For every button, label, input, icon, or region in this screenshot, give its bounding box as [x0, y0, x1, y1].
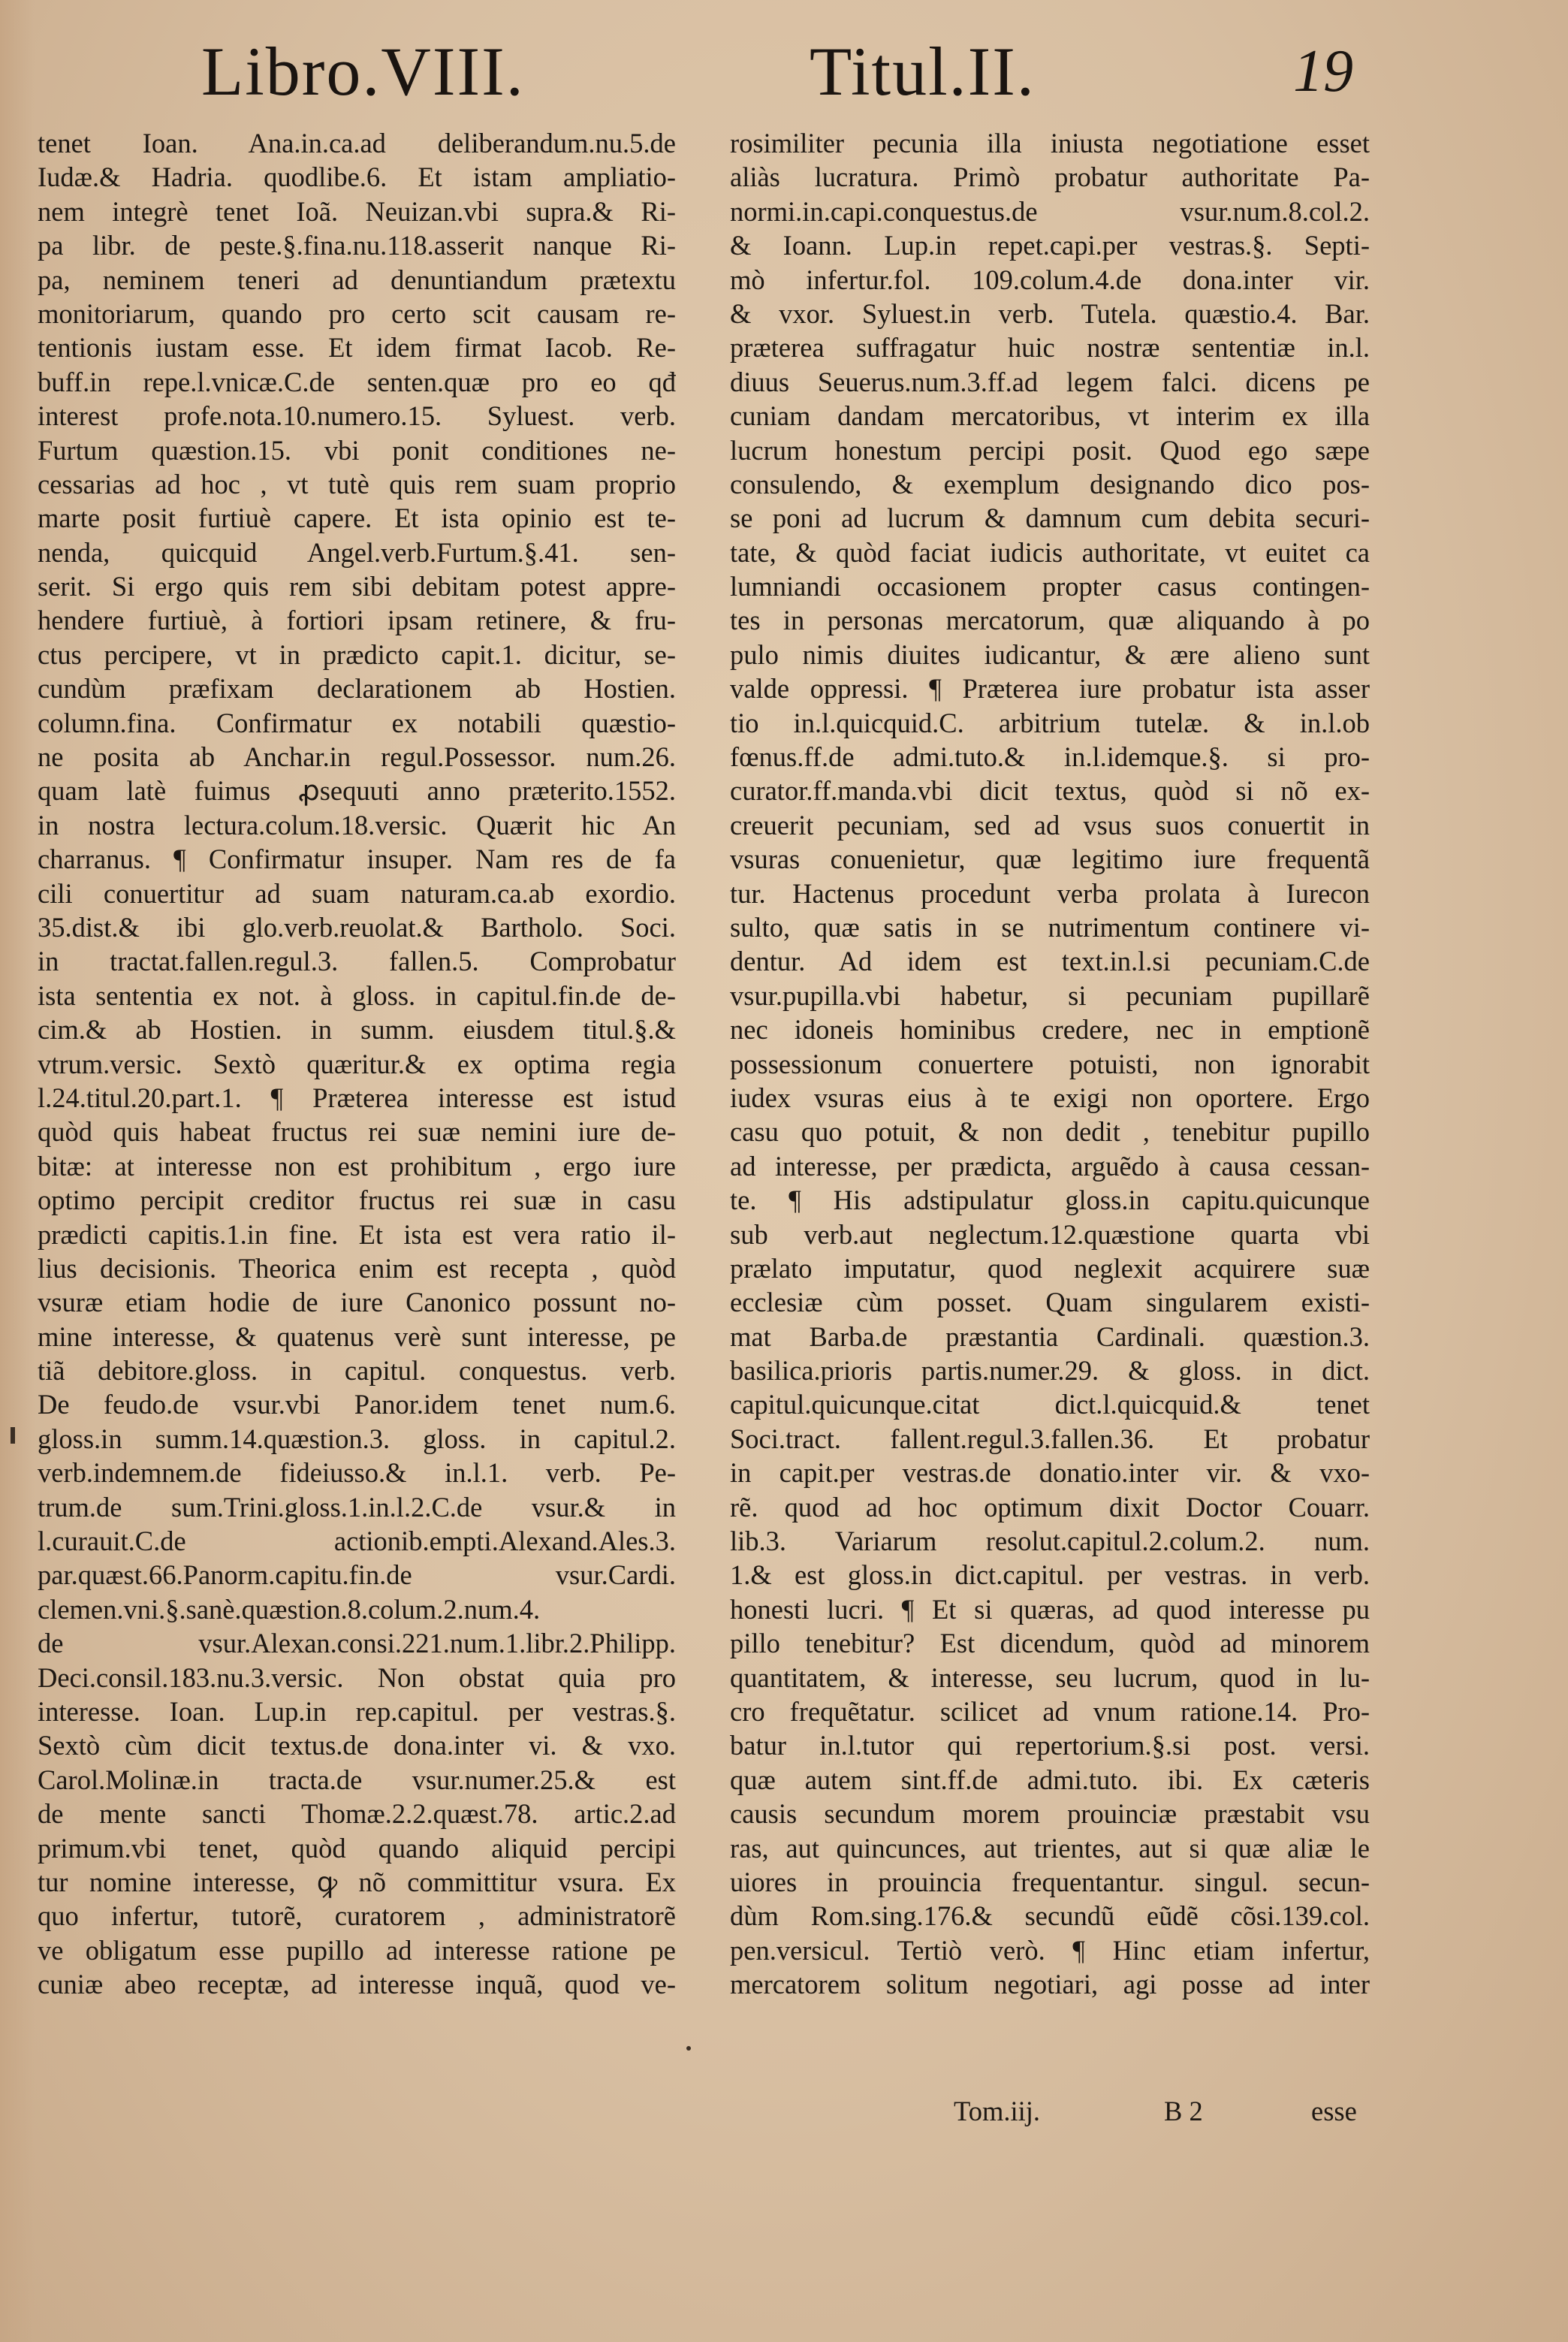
text-line-right: vsuras conuenietur, quæ legitimo iure frequentã: [730, 844, 1370, 875]
running-header: [0, 23, 1568, 120]
text-line-left: vsuræ etiam hodie de iure Canonico possunt no-: [38, 1287, 676, 1318]
text-line-left: primum.vbi tenet, quòd quando aliquid percipi: [38, 1832, 676, 1864]
text-line-right: basilica.prioris partis.numer.29. & gloss. in dict.: [730, 1355, 1370, 1387]
text-line-left: vtrum.versic. Sextò quæritur.& ex optima regia: [38, 1048, 676, 1079]
text-line-right: tes in personas mercatorum, quæ aliquando à po: [730, 605, 1370, 636]
text-line-left: 35.dist.& ibi glo.verb.reuolat.& Bartholo. Soci.: [38, 911, 676, 943]
text-line-left: pa libr. de peste.§.fina.nu.118.asserit nanque Ri-: [38, 230, 676, 261]
text-line-right: consulendo, & exemplum designando dico pos-: [730, 468, 1370, 499]
text-column-left: [38, 126, 676, 2001]
text-line-right: capitul.quicunque.citat dict.l.quicquid.& tenet: [730, 1389, 1370, 1420]
text-line-right: rosimiliter pecunia illa iniusta negotiatione esset: [730, 128, 1370, 158]
text-line-right: possessionum conuertere potuisti, non ignorabit: [730, 1048, 1370, 1079]
text-line-right: præterea suffragatur huic nostræ sententiæ in.l.: [730, 332, 1370, 364]
text-line-right: valde oppressi. ¶ Præterea iure probatur ista asser: [730, 673, 1370, 705]
text-line-left: l.24.titul.20.part.1. ¶ Præterea interesse est istud: [38, 1082, 676, 1113]
text-line-left: quòd quis habeat fructus rei suæ nemini iure de-: [38, 1116, 676, 1148]
text-line-right: creuerit pecuniam, sed ad vsus suos conuertit in: [730, 809, 1370, 841]
text-line-right: sub verb.aut neglectum.12.quæstione quarta vbi: [730, 1218, 1370, 1250]
text-line-left: tur nomine interesse, ꝙ nõ committitur vsura. Ex: [38, 1866, 676, 1897]
text-column-right: [730, 126, 1370, 2001]
text-line-left: verb.indemnem.de fideiusso.& in.l.1. verb. Pe-: [38, 1457, 676, 1489]
text-line-right: & vxor. Syluest.in verb. Tutela. quæstio.4. Bar.: [730, 297, 1370, 329]
text-line-left: l.curauit.C.de actionib.empti.Alexand.Ales.3.: [38, 1526, 676, 1557]
text-line-left: buff.in repe.l.vnicæ.C.de senten.quæ pro eo qđ: [38, 366, 676, 397]
page-edge-shadow: [0, 0, 35, 2342]
text-line-right: aliàs lucratura. Primò probatur authoritate Pa-: [730, 161, 1370, 193]
text-line-right: ad interesse, per prædicta, arguẽdo à causa cessan-: [730, 1150, 1370, 1182]
text-line-right: fœnus.ff.de admi.tuto.& in.l.idemque.§. si pro-: [730, 741, 1370, 773]
text-line-right: lib.3. Variarum resolut.capitul.2.colum.2. num.: [730, 1526, 1370, 1557]
text-line-right: normi.in.capi.conquestus.de vsur.num.8.col.2.: [730, 195, 1370, 227]
text-line-left: de mente sancti Thomæ.2.2.quæst.78. artic.2.ad: [38, 1798, 676, 1830]
text-line-left: tentionis iustam esse. Et idem firmat Iacob. Re-: [38, 332, 676, 364]
text-line-right: iudex vsuras eius à te exigi non oportere. Ergo: [730, 1082, 1370, 1113]
text-line-left: in tractat.fallen.regul.3. fallen.5. Comprobatur: [38, 946, 676, 977]
text-line-left: Sextò cùm dicit textus.de dona.inter vi. & vxo.: [38, 1730, 676, 1761]
text-line-right: dùm Rom.sing.176.& secundũ eũdẽ cõsi.139.col.: [730, 1900, 1370, 1932]
text-line-left: de vsur.Alexan.consi.221.num.1.libr.2.Philipp.: [38, 1628, 676, 1659]
text-line-left: quam latè fuimus ꝓsequuti anno præterito.1552.: [38, 775, 676, 807]
text-line-right: lumniandi occasionem propter casus contingen-: [730, 571, 1370, 602]
text-line-left: ve obligatum esse pupillo ad interesse ratione pe: [38, 1934, 676, 1966]
footer-catchword: esse: [1311, 2096, 1357, 2126]
text-line-left: Deci.consil.183.nu.3.versic. Non obstat quia pro: [38, 1661, 676, 1693]
text-line-left: ne posita ab Anchar.in regul.Possessor. num.26.: [38, 741, 676, 773]
text-line-left: optimo percipit creditor fructus rei suæ in casu: [38, 1185, 676, 1216]
text-line-left: lius decisionis. Theorica enim est recepta , quòd: [38, 1252, 676, 1284]
text-line-right: ecclesiæ cùm posset. Quam singularem existi-: [730, 1287, 1370, 1318]
text-line-right: se poni ad lucrum & damnum cum debita securi-: [730, 503, 1370, 534]
text-line-right: vsur.pupilla.vbi habetur, si pecuniam pupillarẽ: [730, 979, 1370, 1011]
text-line-left: cessarias ad hoc , vt tutè quis rem suam proprio: [38, 468, 676, 499]
text-line-left: serit. Si ergo quis rem sibi debitam potest appre-: [38, 571, 676, 602]
text-line-right: cro frequẽtatur. scilicet ad vnum ratione.14. Pro-: [730, 1695, 1370, 1727]
text-line-left: ctus percipere, vt in prædicto capit.1. dicitur, se-: [38, 638, 676, 670]
text-line-right: sulto, quæ satis in se nutrimentum continere vi-: [730, 911, 1370, 943]
text-line-left: in nostra lectura.colum.18.versic. Quærit hic An: [38, 809, 676, 841]
footer-signature: B 2: [1164, 2096, 1203, 2126]
header-title: Titul.II.: [810, 33, 1036, 110]
text-line-left: nenda, quicquid Angel.verb.Furtum.§.41. sen-: [38, 536, 676, 568]
text-line-right: pulo nimis diuites iudicantur, & ære alieno sunt: [730, 638, 1370, 670]
text-line-right: in capit.per vestras.de donatio.inter vir. & vxo-: [730, 1457, 1370, 1489]
text-line-right: mercatorem solitum negotiari, agi posse ad inter: [730, 1969, 1370, 2000]
text-line-right: causis secundum morem prouinciæ præstabit vsu: [730, 1798, 1370, 1830]
text-line-left: interest profe.nota.10.numero.15. Syluest. verb.: [38, 400, 676, 432]
text-line-left: mine interesse, & quatenus verè sunt interesse, pe: [38, 1320, 676, 1352]
text-line-left: clemen.vni.§.sanè.quæstion.8.colum.2.num.4.: [38, 1593, 541, 1625]
footer-tome: Tom.iij.: [954, 2096, 1041, 2126]
page-number: 19: [1293, 38, 1353, 104]
header-book: Libro.VIII.: [201, 33, 525, 110]
text-line-left: quo infertur, tutorẽ, curatorem , administratorẽ: [38, 1900, 676, 1932]
text-line-left: prædicti capitis.1.in fine. Et ista est vera ratio il-: [38, 1218, 676, 1250]
text-line-right: 1.& est gloss.in dict.capitul. per vestras. in verb.: [730, 1559, 1370, 1591]
text-line-right: uiores in prouincia frequentantur. singul. secun-: [730, 1866, 1370, 1897]
text-line-right: prælato imputatur, quod neglexit acquirere suæ: [730, 1252, 1370, 1284]
text-line-left: Furtum quæstion.15. vbi ponit conditiones ne-: [38, 434, 676, 466]
text-line-left: cim.& ab Hostien. in summ. eiusdem titul.§.&: [38, 1014, 676, 1046]
text-line-right: batur in.l.tutor qui repertorium.§.si post. versi.: [730, 1730, 1370, 1761]
text-line-right: cuniam dandam mercatoribus, vt interim ex illa: [730, 400, 1370, 432]
text-line-right: mò infertur.fol. 109.colum.4.de dona.inter vir.: [730, 264, 1370, 295]
text-line-right: quantitatem, & interesse, seu lucrum, quod in lu-: [730, 1661, 1370, 1693]
text-line-right: ras, aut quincunces, aut trientes, aut si quæ aliæ le: [730, 1832, 1370, 1864]
text-line-left: hendere furtiuè, à fortiori ipsam retinere, & fru-: [38, 605, 676, 636]
text-line-right: rẽ. quod ad hoc optimum dixit Doctor Couarr.: [730, 1491, 1370, 1523]
text-line-left: charranus. ¶ Confirmatur insuper. Nam res de fa: [38, 844, 676, 875]
text-line-right: mat Barba.de præstantia Cardinali. quæstion.3.: [730, 1320, 1370, 1352]
text-line-left: Iudæ.& Hadria. quodlibe.6. Et istam ampliatio-: [38, 161, 676, 193]
text-line-right: Soci.tract. fallent.regul.3.fallen.36. Et probatur: [730, 1423, 1370, 1454]
text-line-left: bitæ: at interesse non est prohibitum , ergo iure: [38, 1150, 676, 1182]
text-line-right: nec idoneis hominibus credere, nec in emptionẽ: [730, 1014, 1370, 1046]
text-line-left: trum.de sum.Trini.gloss.1.in.l.2.C.de vsur.& in: [38, 1491, 676, 1523]
text-line-right: pillo tenebitur? Est dicendum, quòd ad minorem: [730, 1628, 1370, 1659]
text-line-right: dentur. Ad idem est text.in.l.si pecuniam.C.de: [730, 946, 1370, 977]
text-line-left: tiã debitore.gloss. in capitul. conquestus. verb.: [38, 1355, 676, 1387]
margin-dot: [686, 2046, 691, 2051]
text-line-left: pa, neminem teneri ad denuntiandum prætextu: [38, 264, 676, 295]
text-line-right: tate, & quòd faciat iudicis authoritate, vt euitet ca: [730, 536, 1370, 568]
text-line-left: nem integrè tenet Ioã. Neuizan.vbi supra.& Ri-: [38, 195, 676, 227]
text-line-right: tur. Hactenus procedunt verba prolata à Iurecon: [730, 877, 1370, 909]
text-line-left: De feudo.de vsur.vbi Panor.idem tenet num.6.: [38, 1389, 676, 1420]
text-line-right: quæ autem sint.ff.de admi.tuto. ibi. Ex cæteris: [730, 1764, 1370, 1795]
text-line-left: cili conuertitur ad suam naturam.ca.ab exordio.: [38, 877, 676, 909]
gutter-mark: [11, 1427, 15, 1444]
text-line-left: marte posit furtiuè capere. Et ista opinio est te-: [38, 503, 676, 534]
text-line-right: curator.ff.manda.vbi dicit textus, quòd si nõ ex-: [730, 775, 1370, 807]
text-line-right: honesti lucri. ¶ Et si quæras, ad quod interesse pu: [730, 1593, 1370, 1625]
text-line-right: tio in.l.quicquid.C. arbitrium tutelæ. & in.l.ob: [730, 707, 1370, 738]
text-line-right: te. ¶ His adstipulatur gloss.in capitu.quicunque: [730, 1185, 1370, 1216]
text-line-left: monitoriarum, quando pro certo scit causam re-: [38, 297, 676, 329]
text-line-left: column.fina. Confirmatur ex notabili quæstio-: [38, 707, 676, 738]
text-line-left: cuniæ abeo receptæ, ad interesse inquã, quod ve-: [38, 1969, 676, 2000]
page-footer: [954, 2093, 1374, 2130]
text-line-right: casu quo potuit, & non dedit , tenebitur pupillo: [730, 1116, 1370, 1148]
text-line-left: interesse. Ioan. Lup.in rep.capitul. per vestras.§.: [38, 1695, 676, 1727]
text-line-left: cundùm præfixam declarationem ab Hostien.: [38, 673, 676, 705]
text-line-right: lucrum honestum percipi posit. Quod ego sæpe: [730, 434, 1370, 466]
text-line-right: pen.versicul. Tertiò verò. ¶ Hinc etiam infertur,: [730, 1934, 1370, 1966]
text-line-left: par.quæst.66.Panorm.capitu.fin.de vsur.Cardi.: [38, 1559, 676, 1591]
text-line-left: ista sententia ex not. à gloss. in capitul.fin.de de-: [38, 979, 676, 1011]
text-line-left: gloss.in summ.14.quæstion.3. gloss. in capitul.2.: [38, 1423, 676, 1454]
text-line-left: Carol.Molinæ.in tracta.de vsur.numer.25.& est: [38, 1764, 676, 1795]
text-line-right: & Ioann. Lup.in repet.capi.per vestras.§. Septi-: [730, 230, 1370, 261]
text-line-left: tenet Ioan. Ana.in.ca.ad deliberandum.nu.5.de: [38, 128, 676, 158]
text-line-right: diuus Seuerus.num.3.ff.ad legem falci. dicens pe: [730, 366, 1370, 397]
